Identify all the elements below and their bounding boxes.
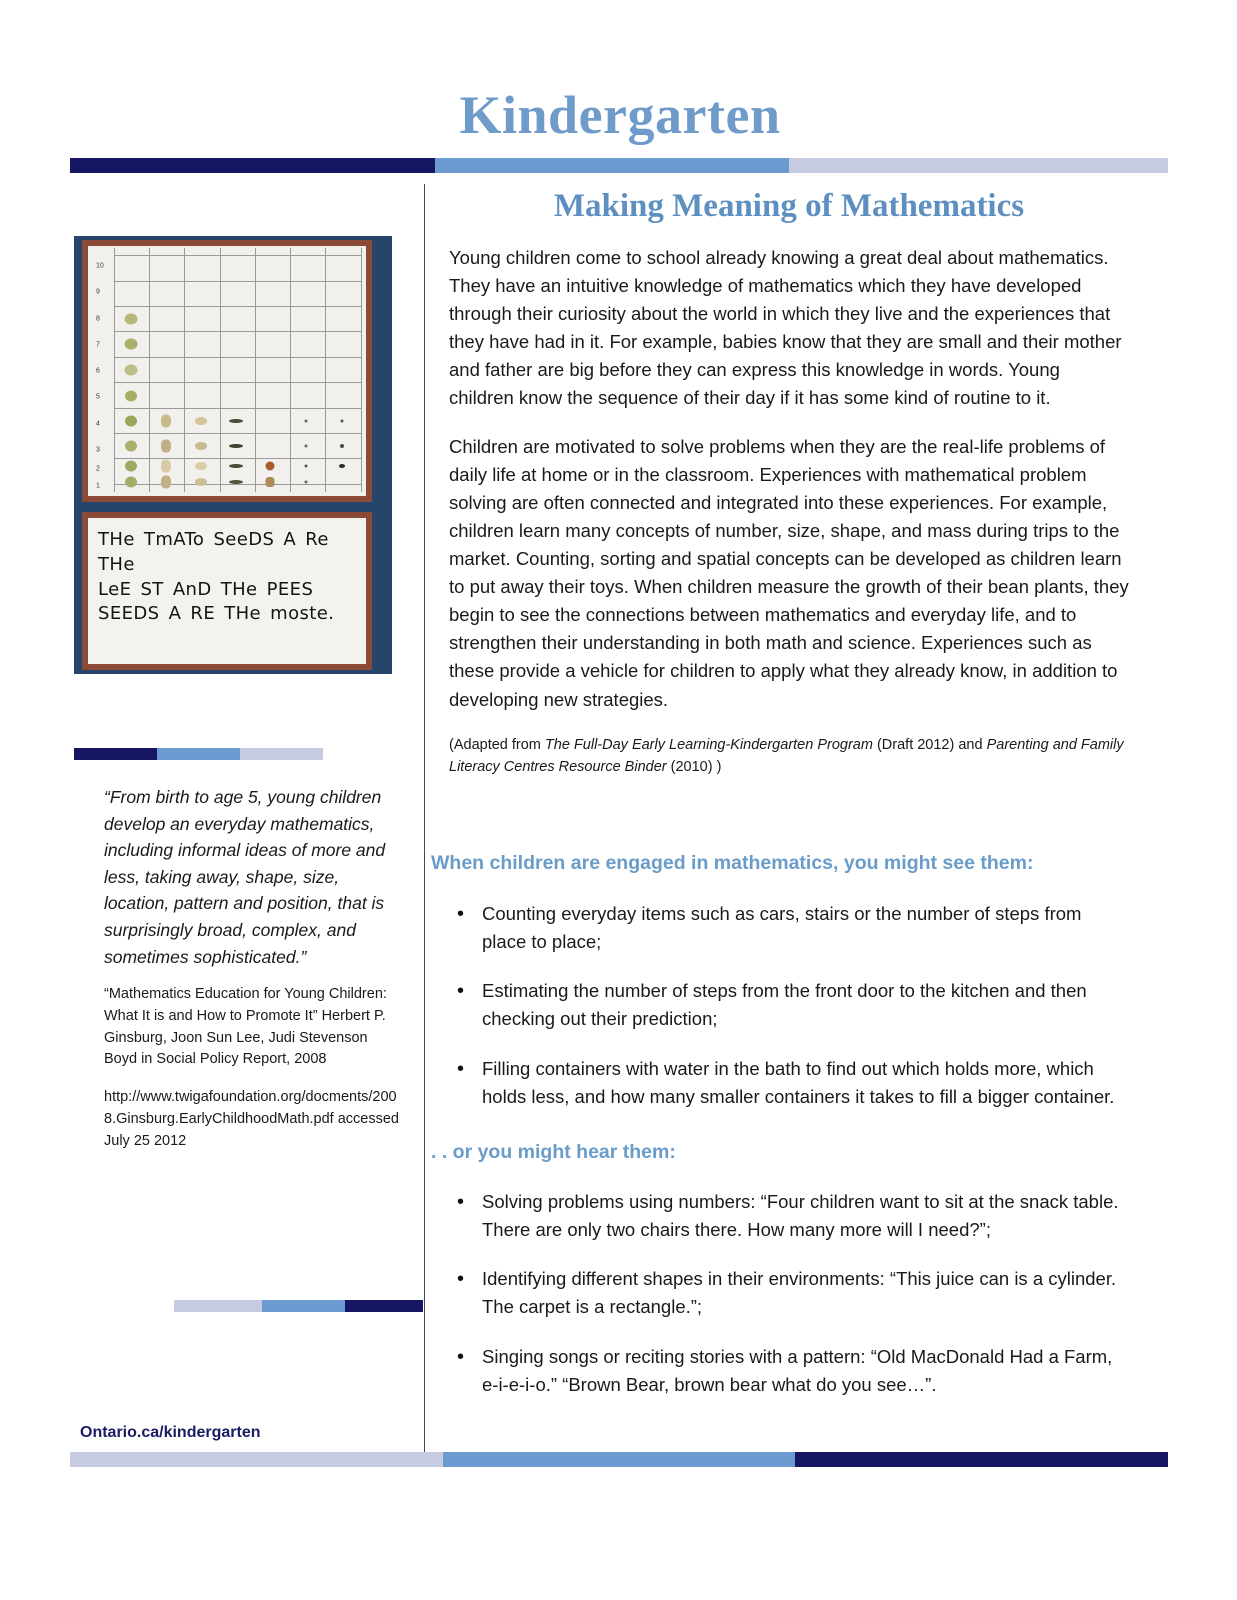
rule-segment-navy (70, 158, 435, 173)
rule-segment-blue (443, 1452, 794, 1467)
header-rule (70, 158, 1168, 173)
source-note-mid: (Draft 2012) and (872, 736, 987, 753)
list-item: • Counting everyday items such as cars, stairs or the number of steps from place to place; (449, 900, 1129, 956)
rule-segment-lavender (70, 1452, 443, 1467)
classroom-photo (74, 236, 392, 674)
rule-segment-blue (157, 748, 239, 760)
source-note-lead: (Adapted from (449, 736, 545, 753)
masthead (70, 85, 1170, 145)
rule-segment-blue (435, 158, 790, 173)
handwriting-line-2: LeE ST AnD THe PEES (98, 578, 314, 600)
source-note-title-2: Parenting and Family Literacy Centres Resource Binder (449, 736, 1124, 776)
rule-segment-navy (795, 1452, 1168, 1467)
rule-segment-navy (345, 1300, 423, 1312)
hear-them-heading: . . or you might hear them: (431, 1141, 676, 1164)
main-column (431, 188, 1129, 1420)
source-note-title-1: The Full-Day Early Learning-Kindergarten Program (544, 736, 873, 753)
seed-graph-paper (88, 246, 366, 496)
rule-segment-lavender (789, 158, 1168, 173)
handwritten-sign-paper (88, 518, 366, 664)
seed-graph-photo (82, 240, 372, 502)
source-note (449, 734, 1129, 779)
pull-quote-block (104, 784, 404, 1152)
handwriting-line-3: SEEDS A RE THe moste. (98, 603, 335, 625)
pull-quote-source-url[interactable]: http://www.twigafoundation.org/docments/2008.Ginsburg.EarlyChildhoodMath.pdf accessed July 25 2012 (104, 1089, 399, 1149)
pull-quote-attribution: “Mathematics Education for Young Children: What It is and How to Promote It” Herbert P. Ginsburg, Joon Sun Lee, Judi Stevenson Boyd in Social Policy Report, 2008 (104, 986, 387, 1068)
source-note-tail: (2010) ) (666, 759, 722, 776)
list-item: • Singing songs or reciting stories with a pattern: “Old MacDonald Had a Farm, e-i-e-i-o.” “Brown Bear, brown bear what do you see…”. (449, 1343, 1129, 1399)
list-item: • Estimating the number of steps from the front door to the kitchen and then checking out their prediction; (449, 977, 1129, 1033)
sidebar-rule-upper (74, 748, 323, 760)
sidebar-column (74, 236, 410, 674)
seed-graph-axis-labels: 10 9 8 7 6 5 4 3 2 1 (96, 262, 104, 490)
sidebar-rule-lower (174, 1300, 423, 1312)
hear-them-list (449, 1188, 1129, 1399)
seed-graph-grid (114, 248, 362, 492)
rule-segment-lavender (240, 748, 323, 760)
rule-segment-blue (262, 1300, 344, 1312)
body-paragraph-1: Young children come to school already knowing a great deal about mathematics. They have an intuitive knowledge of mathematics which they have developed through their curiosity about the world in which they live and the experiences that they have had in it. For example, babies know that they are small and their mother and father are big before they can express this knowledge in words. Young children know the sequence of their day if it has some kind of routine to it. (449, 246, 1122, 409)
footer-website-link[interactable]: Ontario.ca/kindergarten (80, 1424, 261, 1441)
page-title: Kindergarten (459, 85, 781, 145)
body-paragraph-2: Children are motivated to solve problems when they are the real-life problems of daily life at home or in the classroom. Experiences with mathematical problem solving are often connected and integrated into these experiences. For example, children learn many concepts of number, size, shape, and mass during trips to the market. Counting, sorting and spatial concepts can be developed as children learn to put away their toys. When children measure the growth of their bean plants, they begin to see the connections between mathematics and everyday life, and to strengthen their understanding in both math and science. Experiences such as these provide a vehicle for children to apply what they already know, in addition to developing new strategies. (449, 435, 1129, 710)
rule-segment-navy (74, 748, 157, 760)
list-item: • Solving problems using numbers: “Four children want to sit at the snack table. There are only two chairs there. How many more will I need?”; (449, 1188, 1129, 1244)
section-title: Making Meaning of Mathematics (553, 188, 1025, 224)
pull-quote-text: “From birth to age 5, young children develop an everyday mathematics, including informal ideas of more and less, taking away, shape, size, location, pattern and position, that is surprisingly broad, complex, and sometimes sophisticated.” (104, 787, 386, 967)
footer-rule (70, 1452, 1168, 1467)
list-item: • Filling containers with water in the bath to find out which holds more, which holds less, and how many smaller containers it takes to fill a bigger container. (449, 1055, 1129, 1111)
see-them-heading: When children are engaged in mathematics, you might see them: (431, 851, 1034, 874)
rule-segment-lavender (174, 1300, 262, 1312)
column-divider (424, 184, 425, 1452)
see-them-list (449, 900, 1129, 1111)
handwritten-sign-photo (82, 512, 372, 670)
list-item: • Identifying different shapes in their environments: “This juice can is a cylinder. The carpet is a rectangle.”; (449, 1265, 1129, 1321)
handwriting-line-1: THe TmATo SeeDS A Re THe (98, 529, 329, 575)
